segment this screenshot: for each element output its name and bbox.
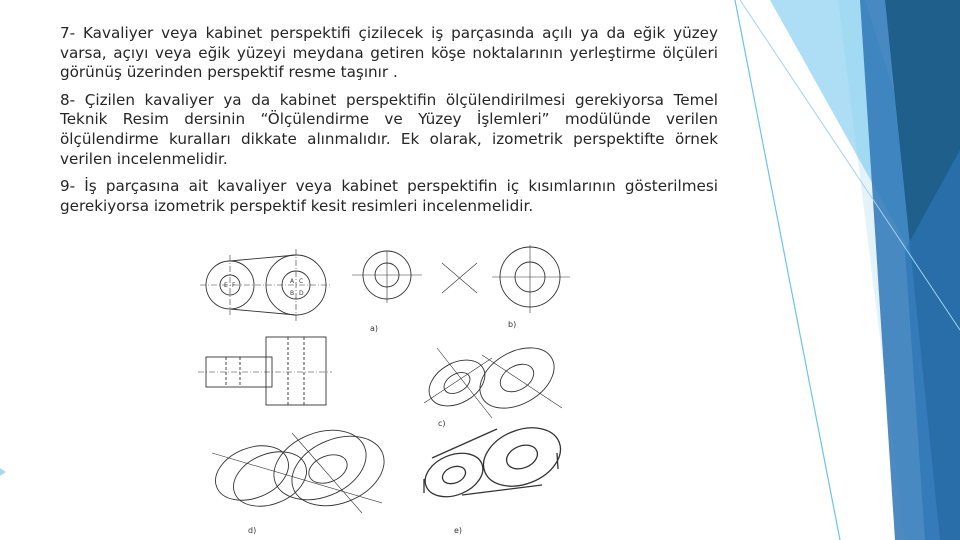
panel-label-b: b) xyxy=(508,320,517,329)
panel-a-front-view xyxy=(198,337,332,405)
paragraph-7: 7- Kavaliyer veya kabinet perspektifi çizilecek iş parçasında açılı ya da eğik yüzey varsa, açıyı veya eğik yüzeyi meydana getiren köşe noktalarının yerleştirme ölçüleri görünüş üzerinden perspektif resme taşınır . xyxy=(60,24,718,82)
point-label-c: C xyxy=(299,278,304,285)
point-label-a: A xyxy=(290,278,295,285)
point-label-d: D xyxy=(299,290,304,297)
panel-d-ellipses xyxy=(207,417,394,518)
panel-b-construction xyxy=(352,245,570,313)
panel-c-isometric-circles xyxy=(421,335,565,420)
panel-label-e: e) xyxy=(454,526,463,535)
panel-label-c: c) xyxy=(438,419,446,428)
panel-label-d: d) xyxy=(248,526,257,535)
panel-e-finished-link xyxy=(419,417,570,505)
panel-label-a: a) xyxy=(370,324,379,333)
point-label-e: E xyxy=(224,282,228,289)
paragraph-9: 9- İş parçasına ait kavaliyer veya kabinet perspektifin iç kısımlarının gösterilmesi gerekiyorsa izometrik perspektif kesit resimleri incelenmelidir. xyxy=(60,177,718,215)
body-text xyxy=(60,24,718,224)
paragraph-8: 8- Çizilen kavaliyer ya da kabinet perspektifin ölçülendirilmesi gerekiyorsa Temel Teknik Resim dersinin “Ölçülendirme ve Yüzey İşlemleri” modülünde verilen ölçülendirme kuralları dikkate alınmalıdır. Ek olarak, izometrik perspektifte örnek verilen incelenmelidir. xyxy=(60,90,718,168)
deco-left-mark xyxy=(0,468,6,476)
technical-drawing-figure xyxy=(192,243,582,540)
panel-a-top-view xyxy=(200,249,332,321)
point-label-b: B xyxy=(290,290,295,297)
point-label-f: F xyxy=(232,282,236,289)
